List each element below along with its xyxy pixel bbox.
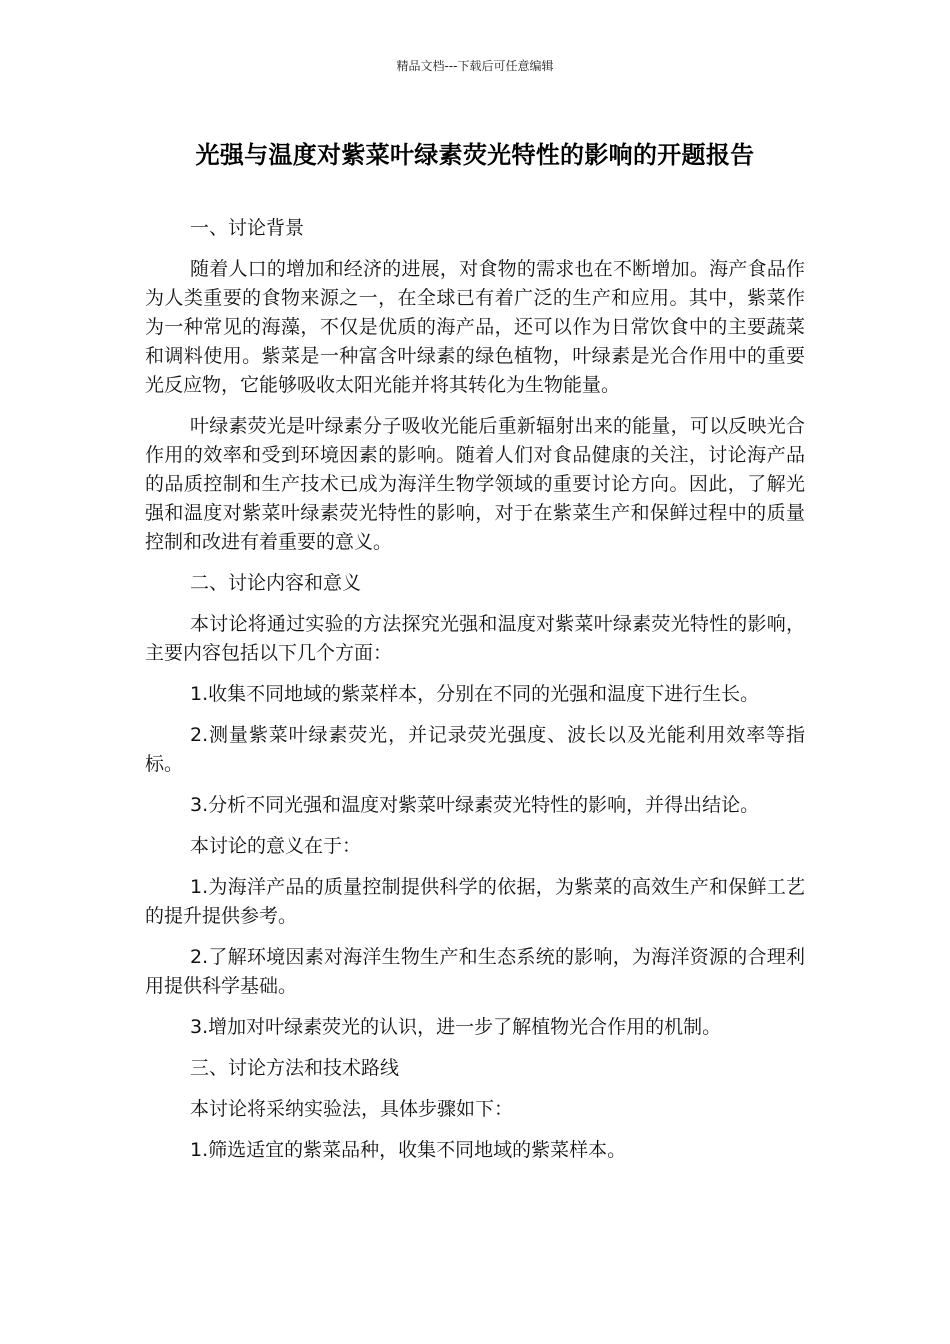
section-heading-background: 一、讨论背景 (190, 217, 305, 239)
body-paragraph: 叶绿素荧光是叶绿素分子吸收光能后重新辐射出来的能量，可以反映光合作用的效率和受到环境因素的影响。随着人们对食品健康的关注，讨论海产品的品质控制和生产技术已成为海洋生物学领域的重要讨论方向。因此，了解光强和温度对紫菜叶绿素荧光特性的影响，对于在紫菜生产和保鲜过程中的质量控制和改进有着重要的意义。 (145, 415, 805, 553)
document-body (145, 214, 805, 1177)
list-item: 1.筛选适宜的紫菜品种，收集不同地域的紫菜样本。 (190, 1139, 627, 1161)
body-paragraph: 本讨论的意义在于： (190, 835, 362, 857)
section-heading-methods: 三、讨论方法和技术路线 (190, 1057, 400, 1079)
body-paragraph: 随着人口的增加和经济的进展，对食物的需求也在不断增加。海产食品作为人类重要的食物来源之一，在全球已有着广泛的生产和应用。其中，紫菜作为一种常见的海藻，不仅是优质的海产品，还可以作为日常饮食中的主要蔬菜和调料使用。紫菜是一种富含叶绿素的绿色植物，叶绿素是光合作用中的重要光反应物，它能够吸收太阳光能并将其转化为生物能量。 (145, 258, 805, 396)
list-item: 2.了解环境因素对海洋生物生产和生态系统的影响，为海洋资源的合理利用提供科学基础。 (145, 946, 805, 997)
body-paragraph: 本讨论将采纳实验法，具体步骤如下： (190, 1098, 514, 1120)
list-item: 1.收集不同地域的紫菜样本，分别在不同的光强和温度下进行生长。 (190, 683, 760, 705)
header-note: 精品文档---下载后可任意编辑 (396, 59, 554, 73)
list-item: 3.分析不同光强和温度对紫菜叶绿素荧光特性的影响，并得出结论。 (190, 794, 760, 816)
list-item: 1.为海洋产品的质量控制提供科学的依据，为紫菜的高效生产和保鲜工艺的提升提供参考。 (145, 876, 805, 927)
section-heading-content-significance: 二、讨论内容和意义 (190, 572, 362, 594)
list-item: 3.增加对叶绿素荧光的认识，进一步了解植物光合作用的机制。 (190, 1016, 722, 1038)
document-title: 光强与温度对紫菜叶绿素荧光特性的影响的开题报告 (195, 141, 755, 169)
list-item: 2.测量紫菜叶绿素荧光，并记录荧光强度、波长以及光能利用效率等指标。 (145, 724, 805, 775)
body-paragraph: 本讨论将通过实验的方法探究光强和温度对紫菜叶绿素荧光特性的影响，主要内容包括以下几个方面： (145, 613, 805, 664)
